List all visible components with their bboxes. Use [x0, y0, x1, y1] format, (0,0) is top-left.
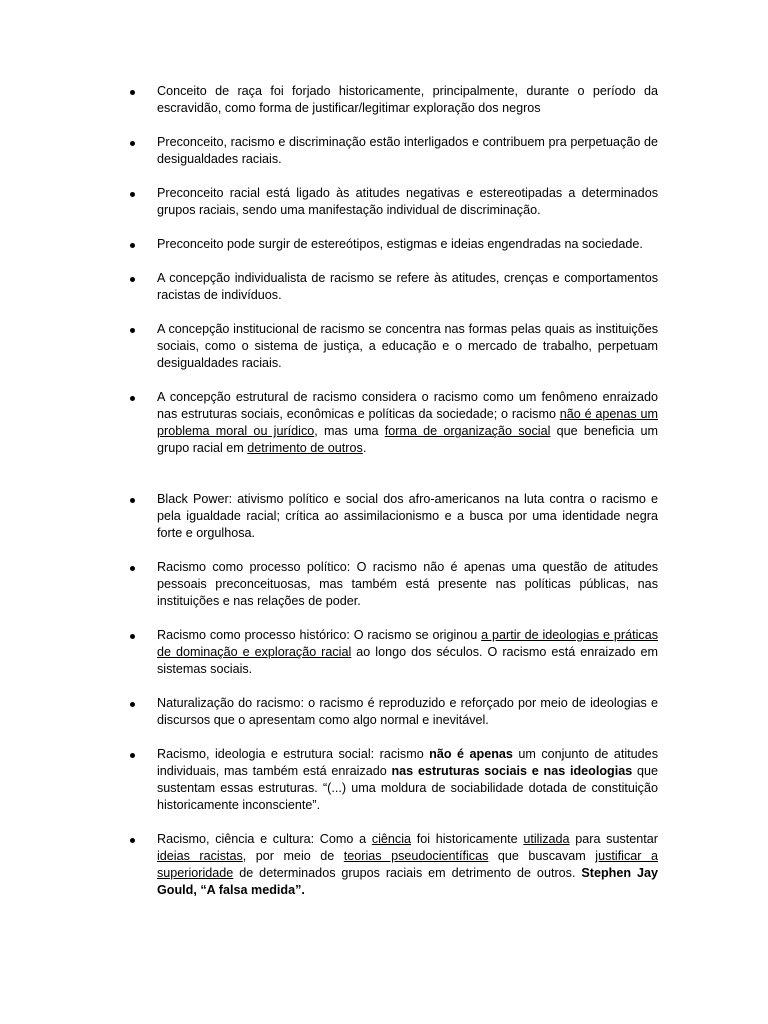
bullet-item	[130, 746, 658, 814]
text-segment: Conceito de raça foi forjado historicamente, principalmente, durante o período da escravidão, como forma de justificar/legitimar exploração dos negros	[157, 84, 658, 115]
text-segment: Racismo, ciência e cultura: Como a	[157, 832, 372, 846]
bullet-item	[130, 559, 658, 610]
text-segment: .	[362, 441, 367, 455]
text-segment: um conjunto de atitudes individuais, mas também está enraizado	[157, 747, 658, 778]
text-segment: que buscavam	[488, 849, 596, 863]
underlined-text: utilizada	[523, 832, 570, 846]
text-segment: , por meio de	[242, 849, 344, 863]
underlined-text: teorias pseudocientíficas	[343, 849, 489, 863]
text-segment: Black Power: ativismo político e social dos afro-americanos na luta contra o racismo e pela igualdade racial; crítica ao assimilacionismo e a busca por uma identidade negra forte e orgulhosa.	[157, 492, 658, 540]
bullet-item	[130, 695, 658, 729]
bullet-dot-icon	[130, 192, 135, 197]
underlined-text: forma de organização social	[384, 424, 551, 438]
text-segment: A concepção institucional de racismo se concentra nas formas pelas quais as instituições sociais, como o sistema de justiça, a educação e o mercado de trabalho, perpetuam desigualdades raciais.	[157, 322, 658, 370]
bold-text: Stephen Jay Gould, “A falsa medida”.	[157, 866, 658, 897]
bullet-dot-icon	[130, 141, 135, 146]
bullet-dot-icon	[130, 396, 135, 401]
text-segment: foi historicamente	[411, 832, 524, 846]
underlined-text: ciência	[371, 832, 412, 846]
text-segment: ao longo dos séculos. O racismo está enraizado em sistemas sociais.	[157, 645, 658, 676]
text-segment: A concepção individualista de racismo se refere às atitudes, crenças e comportamentos racistas de indivíduos.	[157, 271, 658, 302]
text-segment: Racismo, ideologia e estrutura social: racismo	[157, 747, 430, 761]
bullet-item	[130, 83, 658, 117]
text-segment: , mas uma	[314, 424, 385, 438]
underlined-text: não é apenas um problema moral ou jurídico	[157, 407, 659, 438]
underlined-text: ideias racistas	[157, 849, 243, 863]
bullet-item	[130, 389, 658, 457]
text-segment: Preconceito racial está ligado às atitudes negativas e estereotipadas a determinados grupos raciais, sendo uma manifestação individual de discriminação.	[157, 186, 658, 217]
bullet-dot-icon	[130, 566, 135, 571]
bullet-item	[130, 627, 658, 678]
bullet-dot-icon	[130, 634, 135, 639]
text-segment: Preconceito, racismo e discriminação estão interligados e contribuem pra perpetuação de desigualdades raciais.	[157, 135, 658, 166]
text-segment: que beneficia um grupo racial em	[157, 424, 658, 455]
bullet-dot-icon	[130, 498, 135, 503]
bullet-dot-icon	[130, 90, 135, 95]
bullet-dot-icon	[130, 838, 135, 843]
bullet-item	[130, 321, 658, 372]
underlined-text: justificar a superioridade	[157, 849, 658, 880]
bullet-list	[130, 83, 658, 916]
bold-text: não é apenas	[429, 747, 513, 761]
text-segment: Naturalização do racismo: o racismo é reproduzido e reforçado por meio de ideologias e discursos que o apresentam como algo normal e inevitável.	[157, 696, 658, 727]
underlined-text: detrimento de outros	[247, 441, 363, 455]
bullet-dot-icon	[130, 277, 135, 282]
bullet-item	[130, 185, 658, 219]
bullet-dot-icon	[130, 243, 135, 248]
text-segment: de determinados grupos raciais em detrimento de outros.	[233, 866, 582, 880]
text-segment: que sustentam essas estruturas. “(...) uma moldura de sociabilidade dotada de constituição historicamente inconsciente”.	[157, 764, 658, 812]
bold-text: nas estruturas sociais e nas ideologias	[391, 764, 633, 778]
bullet-item	[130, 270, 658, 304]
bullet-item	[130, 491, 658, 542]
bullet-item	[130, 134, 658, 168]
bullet-dot-icon	[130, 753, 135, 758]
text-segment: para sustentar	[569, 832, 658, 846]
bullet-dot-icon	[130, 328, 135, 333]
text-segment: Racismo como processo político: O racismo não é apenas uma questão de atitudes pessoais preconceituosas, mas também está presente nas políticas públicas, nas instituições e nas relações de poder.	[157, 560, 658, 608]
bullet-item	[130, 831, 658, 899]
underlined-text: a partir de ideologias e práticas de dominação e exploração racial	[157, 628, 659, 659]
text-segment: Preconceito pode surgir de estereótipos, estigmas e ideias engendradas na sociedade.	[157, 237, 643, 251]
bullet-dot-icon	[130, 702, 135, 707]
text-segment: A concepção estrutural de racismo considera o racismo como um fenômeno enraizado nas estruturas sociais, econômicas e políticas da sociedade; o racismo	[157, 390, 658, 421]
text-segment: Racismo como processo histórico: O racismo se originou	[157, 628, 482, 642]
bullet-item	[130, 236, 658, 253]
